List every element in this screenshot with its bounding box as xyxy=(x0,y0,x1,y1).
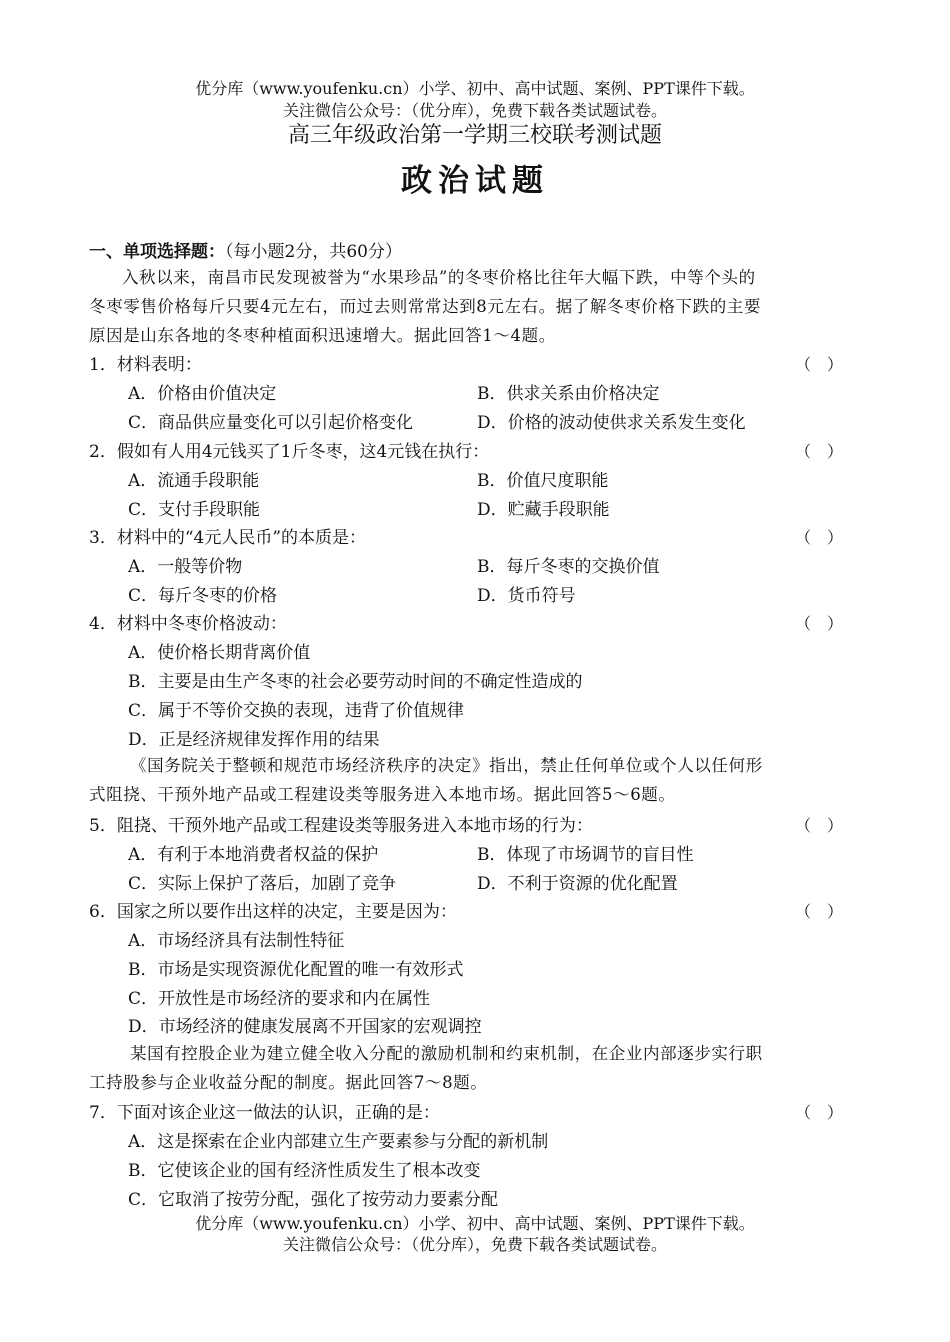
question-6-stem: 6．国家之所以要作出这样的决定，主要是因为： xyxy=(89,902,457,922)
footer-promo-line-1: 优分库（www.youfenku.cn）小学、初中、高中试题、案例、PPT课件下载。 xyxy=(195,1214,755,1233)
question-4-stem: 4．材料中冬枣价格波动： xyxy=(89,614,287,634)
footer-promo-line-2: 关注微信公众号：（优分库），免费下载各类试题试卷。 xyxy=(282,1235,667,1254)
question-2-stem: 2．假如有人用4元钱买了1斤冬枣，这4元钱在执行： xyxy=(89,442,490,462)
exam-title: 高三年级政治第一学期三校联考测试题 xyxy=(287,123,662,148)
question-3-option-a[interactable]: A．一般等价物 xyxy=(128,557,243,577)
question-2-answer-blank[interactable]: （ ） xyxy=(795,442,844,461)
question-5-stem: 5．阻挠、干预外地产品或工程建设类等服务进入本地市场的行为： xyxy=(89,816,593,836)
passage-3-line-2: 工持股参与企业收益分配的制度。据此回答7～8题。 xyxy=(89,1073,488,1092)
page-title: 政治试题 xyxy=(401,163,549,199)
question-7-answer-blank[interactable]: （ ） xyxy=(795,1103,844,1122)
question-2-option-b[interactable]: B．价值尺度职能 xyxy=(477,471,609,491)
section-heading xyxy=(89,237,402,262)
question-3-option-c[interactable]: C．每斤冬枣的价格 xyxy=(128,586,278,606)
question-7-option-a[interactable]: A．这是探索在企业内部建立生产要素参与分配的新机制 xyxy=(128,1132,549,1152)
passage-2 xyxy=(89,751,863,809)
question-2-option-d[interactable]: D．贮藏手段职能 xyxy=(477,500,610,520)
passage-1-line-1: 入秋以来，南昌市民发现被誉为“水果珍品”的冬枣价格比往年大幅下跌，中等个头的 xyxy=(122,268,756,287)
question-6-option-a[interactable]: A．市场经济具有法制性特征 xyxy=(128,931,345,951)
question-6-option-d[interactable]: D．市场经济的健康发展离不开国家的宏观调控 xyxy=(128,1017,482,1037)
question-7-option-b[interactable]: B．它使该企业的国有经济性质发生了根本改变 xyxy=(128,1161,481,1181)
question-6-answer-blank[interactable]: （ ） xyxy=(795,902,844,921)
question-5-option-d[interactable]: D．不利于资源的优化配置 xyxy=(477,874,678,894)
question-1-option-a[interactable]: A．价格由价值决定 xyxy=(128,384,277,404)
question-3-option-d[interactable]: D．货币符号 xyxy=(477,586,576,606)
passage-2-line-1: 《国务院关于整顿和规范市场经济秩序的决定》指出，禁止任何单位或个人以任何形 xyxy=(130,756,763,775)
passage-2-line-2: 式阻挠、干预外地产品或工程建设类等服务进入本地市场。据此回答5～6题。 xyxy=(89,785,676,804)
question-1-option-c[interactable]: C．商品供应量变化可以引起价格变化 xyxy=(128,413,414,433)
passage-3-line-1: 某国有控股企业为建立健全收入分配的激励机制和约束机制，在企业内部逐步实行职 xyxy=(130,1044,763,1063)
question-5-option-c[interactable]: C．实际上保护了落后，加剧了竞争 xyxy=(128,874,397,894)
question-7-option-c[interactable]: C．它取消了按劳分配，强化了按劳动力要素分配 xyxy=(128,1190,499,1210)
question-6-option-c[interactable]: C．开放性是市场经济的要求和内在属性 xyxy=(128,989,431,1009)
question-4-option-b[interactable]: B．主要是由生产冬枣的社会必要劳动时间的不确定性造成的 xyxy=(128,672,583,692)
question-1-answer-blank[interactable]: （ ） xyxy=(795,355,844,374)
question-4-answer-blank[interactable]: （ ） xyxy=(795,614,844,633)
question-1-stem: 1．材料表明： xyxy=(89,355,202,375)
question-3-option-b[interactable]: B．每斤冬枣的交换价值 xyxy=(477,557,660,577)
question-6-option-b[interactable]: B．市场是实现资源优化配置的唯一有效形式 xyxy=(128,960,464,980)
question-7-stem: 7．下面对该企业这一做法的认识，正确的是： xyxy=(89,1103,440,1123)
passage-3 xyxy=(89,1039,863,1097)
question-5-option-a[interactable]: A．有利于本地消费者权益的保护 xyxy=(128,845,379,865)
header-promo-line-1: 优分库（www.youfenku.cn）小学、初中、高中试题、案例、PPT课件下载。 xyxy=(195,79,755,98)
question-3-answer-blank[interactable]: （ ） xyxy=(795,528,844,547)
passage-1-line-2: 冬枣零售价格每斤只要4元左右，而过去则常常达到8元左右。据了解冬枣价格下跌的主要 xyxy=(89,297,761,316)
question-2-option-c[interactable]: C．支付手段职能 xyxy=(128,500,261,520)
question-3-stem: 3．材料中的“4元人民币”的本质是： xyxy=(89,528,367,548)
question-4-option-c[interactable]: C．属于不等价交换的表现，违背了价值规律 xyxy=(128,701,465,721)
question-1-option-d[interactable]: D．价格的波动使供求关系发生变化 xyxy=(477,413,746,433)
passage-1 xyxy=(89,263,863,350)
passage-1-line-3: 原因是山东各地的冬枣种植面积迅速增大。据此回答1～4题。 xyxy=(89,326,556,345)
section-heading-note: （每小题2分，共60分） xyxy=(225,242,402,262)
question-1-option-b[interactable]: B．供求关系由价格决定 xyxy=(477,384,660,404)
question-4-option-a[interactable]: A．使价格长期背离价值 xyxy=(128,643,311,663)
question-2-option-a[interactable]: A．流通手段职能 xyxy=(128,471,260,491)
question-4-option-d[interactable]: D．正是经济规律发挥作用的结果 xyxy=(128,730,380,750)
question-5-option-b[interactable]: B．体现了市场调节的盲目性 xyxy=(477,845,694,865)
question-5-answer-blank[interactable]: （ ） xyxy=(795,816,844,835)
header-promo-line-2: 关注微信公众号：（优分库），免费下载各类试题试卷。 xyxy=(282,101,667,120)
section-heading-label: 一、单项选择题： xyxy=(89,242,225,262)
